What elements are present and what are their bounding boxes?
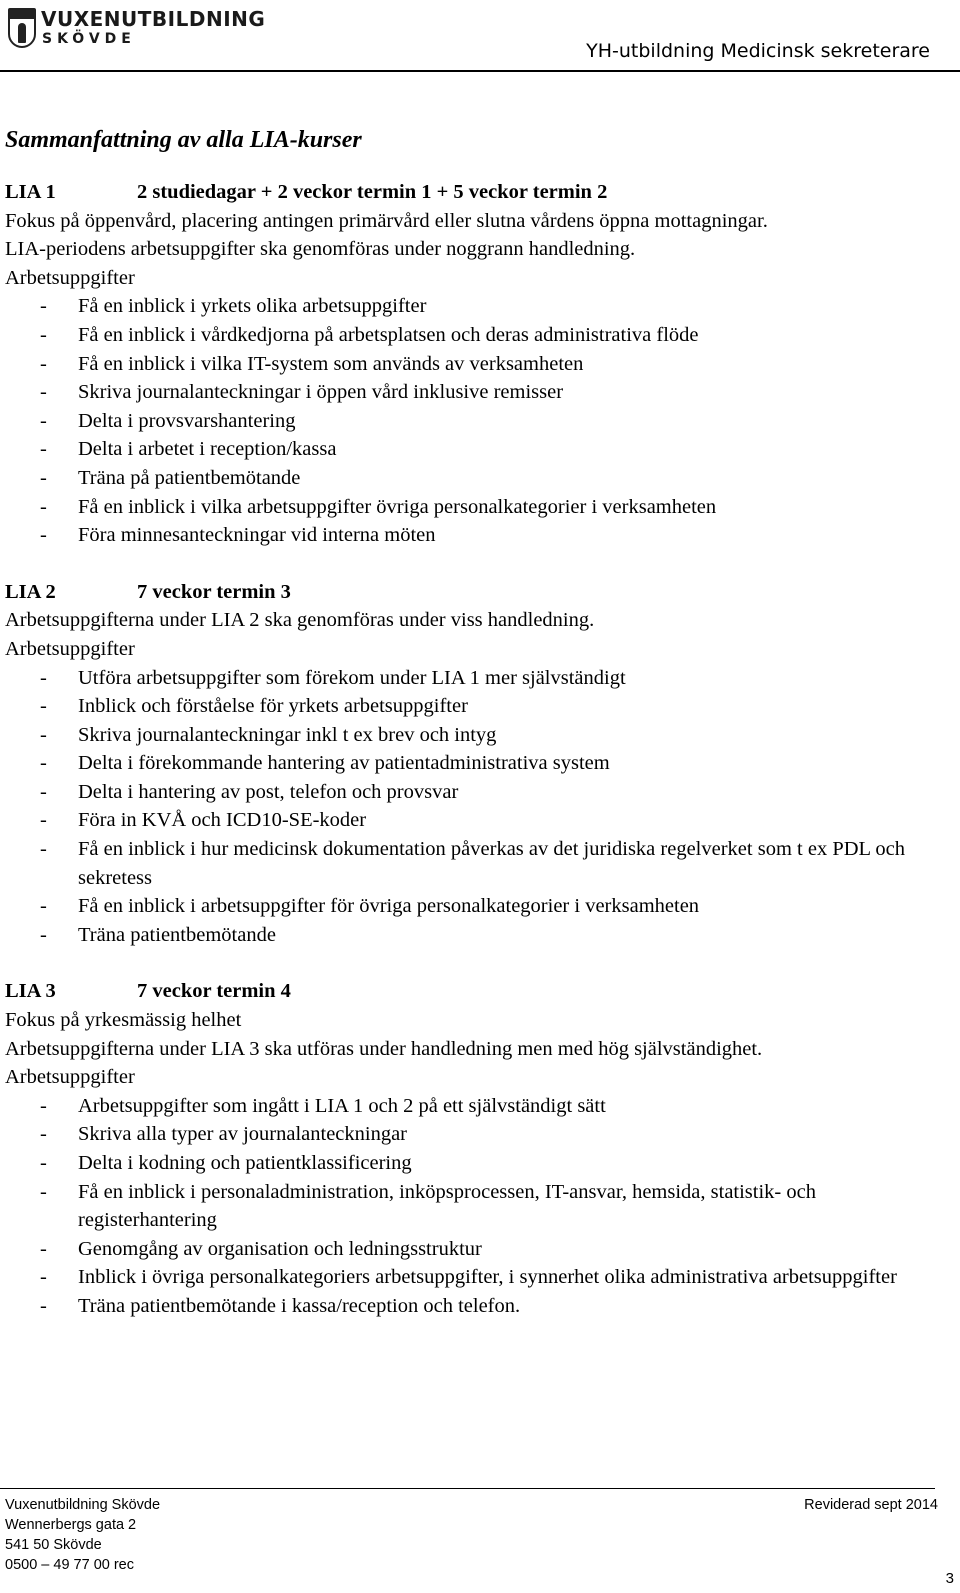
lia3-task-list [5, 1092, 950, 1321]
lia2-period: 7 veckor termin 3 [137, 580, 291, 603]
lia3-section [5, 977, 950, 1320]
list-item: - Delta i kodning och patientklassificering [5, 1149, 950, 1178]
lia2-heading [5, 578, 950, 607]
logo-line1: VUXENUTBILDNING [41, 7, 266, 31]
footer-address [5, 1495, 160, 1575]
list-item: - Träna patientbemötande i kassa/reception och telefon. [5, 1292, 950, 1321]
list-item: - Delta i förekommande hantering av patientadministrativa system [5, 749, 950, 778]
page-number: 3 [945, 1570, 954, 1587]
list-item: - Genomgång av organisation och ledningsstruktur [5, 1235, 950, 1264]
lia1-section [5, 178, 950, 550]
lia2-tasks-heading: Arbetsuppgifter [5, 637, 135, 660]
document-body [5, 120, 950, 1321]
list-item: - Få en inblick i yrkets olika arbetsuppgifter [5, 292, 950, 321]
list-item: - Skriva journalanteckningar inkl t ex brev och intyg [5, 721, 950, 750]
list-item: - Delta i arbetet i reception/kassa [5, 435, 950, 464]
header-divider [0, 70, 960, 72]
list-item: - Arbetsuppgifter som ingått i LIA 1 och 2 på ett självständigt sätt [5, 1092, 950, 1121]
lia2-task-list [5, 664, 950, 950]
lia1-label: LIA 1 [5, 181, 56, 203]
list-item: - Föra minnesanteckningar vid interna möten [5, 521, 950, 550]
list-item: - Få en inblick i vilka IT-system som används av verksamheten [5, 350, 950, 379]
footer-street: Wennerbergs gata 2 [5, 1517, 137, 1533]
list-item: - Delta i hantering av post, telefon och provsvar [5, 778, 950, 807]
list-item: - Skriva journalanteckningar i öppen vård inklusive remisser [5, 378, 950, 407]
footer-revised: Reviderad sept 2014 [804, 1497, 938, 1513]
lia1-period: 2 studiedagar + 2 veckor termin 1 + 5 veckor termin 2 [137, 181, 608, 203]
vuxenutbildning-logo [8, 4, 268, 50]
lia1-heading [5, 178, 950, 207]
logo-line2: SKÖVDE [42, 31, 136, 47]
lia3-intro-2: Arbetsuppgifterna under LIA 3 ska utföras under handledning men med hög självständighet. [5, 1037, 763, 1060]
lia2-section [5, 578, 950, 950]
list-item: - Skriva alla typer av journalanteckningar [5, 1120, 950, 1149]
list-item: - Få en inblick i hur medicinsk dokumentation påverkas av det juridiska regelverket som t ex PDL och sekretess [5, 835, 950, 892]
lia3-heading [5, 977, 950, 1006]
lia1-intro-1: Fokus på öppenvård, placering antingen primärvård eller slutna vårdens öppna mottagningar. [5, 209, 768, 232]
list-item: - Inblick och förståelse för yrkets arbetsuppgifter [5, 692, 950, 721]
list-item: - Få en inblick i personaladministration, inköpsprocessen, IT-ansvar, hemsida, statistik- och registerhantering [5, 1178, 950, 1235]
page-title: Sammanfattning av alla LIA-kurser [5, 127, 362, 153]
footer-divider [0, 1488, 935, 1489]
footer-org: Vuxenutbildning Skövde [5, 1497, 161, 1513]
lia1-tasks-heading: Arbetsuppgifter [5, 266, 135, 289]
skovde-coat-of-arms-icon [8, 8, 36, 48]
lia3-label: LIA 3 [5, 980, 56, 1003]
page-footer [0, 1488, 960, 1593]
page-header [0, 0, 960, 72]
list-item: - Få en inblick i vårdkedjorna på arbetsplatsen och deras administrativa flöde [5, 321, 950, 350]
footer-postal: 541 50 Skövde [5, 1537, 102, 1553]
list-item: - Delta i provsvarshantering [5, 407, 950, 436]
list-item: - Träna patientbemötande [5, 921, 950, 950]
list-item: - Få en inblick i vilka arbetsuppgifter övriga personalkategorier i verksamheten [5, 493, 950, 522]
lia1-intro-2: LIA-periodens arbetsuppgifter ska genomföras under noggrann handledning. [5, 238, 636, 261]
list-item: - Föra in KVÅ och ICD10-SE-koder [5, 806, 950, 835]
lia1-task-list [5, 292, 950, 549]
program-name: YH-utbildning Medicinsk sekreterare [586, 40, 930, 62]
list-item: - Inblick i övriga personalkategoriers arbetsuppgifter, i synnerhet olika administrativa arbetsuppgifter [5, 1263, 950, 1292]
lia2-label: LIA 2 [5, 580, 56, 603]
lia2-intro-1: Arbetsuppgifterna under LIA 2 ska genomföras under viss handledning. [5, 609, 595, 632]
lia3-tasks-heading: Arbetsuppgifter [5, 1066, 135, 1089]
footer-phone: 0500 – 49 77 00 rec [5, 1557, 134, 1573]
lia3-period: 7 veckor termin 4 [137, 980, 291, 1003]
list-item: - Träna på patientbemötande [5, 464, 950, 493]
lia3-intro-1: Fokus på yrkesmässig helhet [5, 1009, 242, 1032]
list-item: - Utföra arbetsuppgifter som förekom under LIA 1 mer självständigt [5, 664, 950, 693]
list-item: - Få en inblick i arbetsuppgifter för övriga personalkategorier i verksamheten [5, 892, 950, 921]
